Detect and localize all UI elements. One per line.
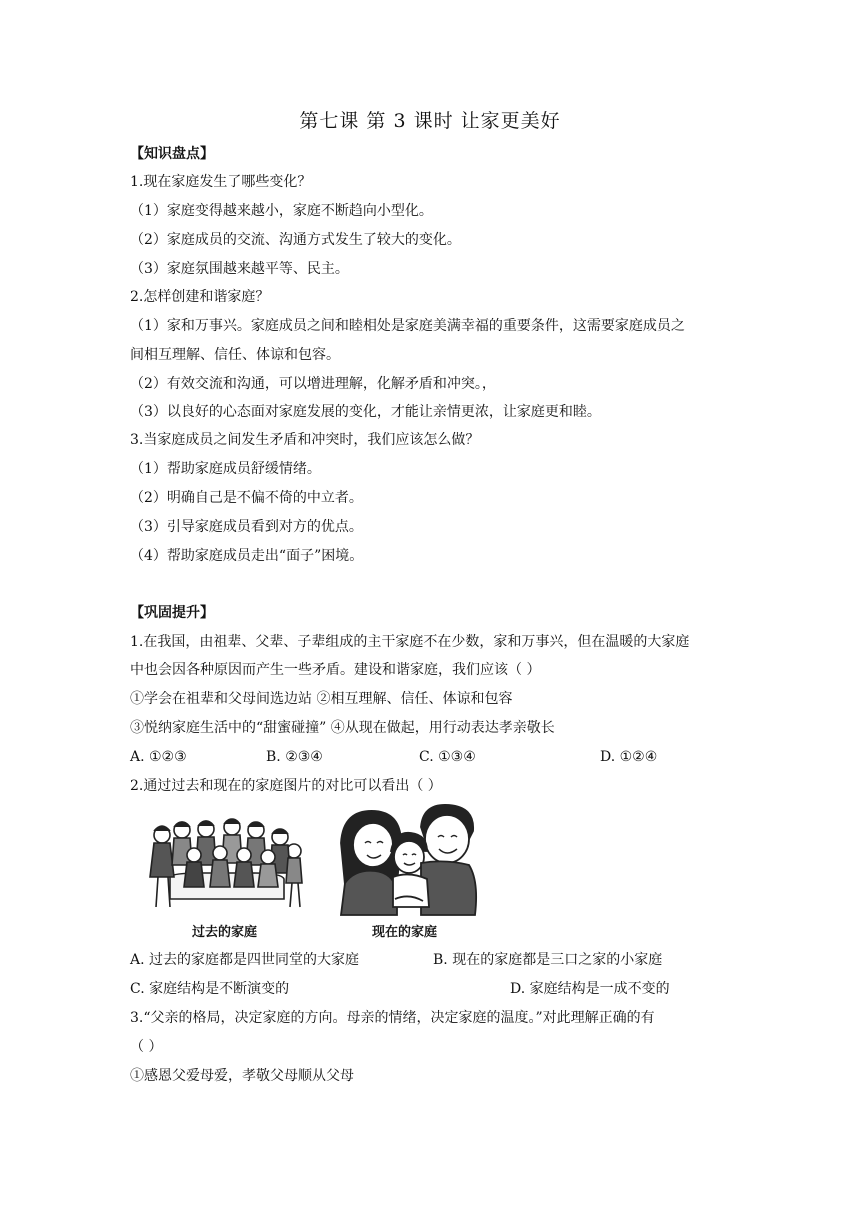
question-1-line: 1.在我国，由祖辈、父辈、子辈组成的主干家庭不在少数，家和万事兴，但在温暖的大家庭	[130, 634, 690, 650]
past-family-illustration	[132, 815, 312, 915]
question-1-option-d: D. ①②④	[600, 749, 658, 765]
question-2-option-b: B. 现在的家庭都是三口之家的小家庭	[433, 952, 663, 968]
question-2-option-d: D. 家庭结构是一成不变的	[510, 981, 670, 997]
lesson-title: 第七课 第 3 课时 让家更美好	[299, 110, 561, 132]
knowledge-line: （1）家庭变得越来越小，家庭不断趋向小型化。	[130, 203, 433, 219]
knowledge-line: （2）有效交流和沟通，可以增进理解，化解矛盾和冲突。，	[130, 376, 496, 392]
knowledge-line: 1.现在家庭发生了哪些变化？	[130, 174, 312, 190]
past-family-caption: 过去的家庭	[192, 925, 258, 940]
knowledge-line: （2）家庭成员的交流、沟通方式发生了较大的变化。	[130, 232, 461, 248]
knowledge-line: （1）家和万事兴。家庭成员之间和睦相处是家庭美满幸福的重要条件，这需要家庭成员之	[130, 318, 685, 334]
question-2-stem: 2.通过过去和现在的家庭图片的对比可以看出（ ）	[130, 778, 442, 794]
question-1-option-a: A. ①②③	[130, 749, 187, 765]
knowledge-heading: 【知识盘点】	[130, 146, 214, 162]
question-3-line: ①感恩父爱母爱，孝敬父母顺从父母	[130, 1068, 354, 1084]
knowledge-line: （1）帮助家庭成员舒缓情绪。	[130, 461, 321, 477]
knowledge-line: 2.怎样创建和谐家庭？	[130, 289, 270, 305]
knowledge-line: （3）以良好的心态面对家庭发展的变化，才能让亲情更浓，让家庭更和睦。	[130, 404, 601, 420]
current-family-caption: 现在的家庭	[372, 925, 438, 940]
question-3-line: （ ）	[130, 1039, 163, 1055]
question-1-line: ③悦纳家庭生活中的“甜蜜碰撞” ④从现在做起，用行动表达孝亲敬长	[130, 720, 555, 736]
knowledge-line: 间相互理解、信任、体谅和包容。	[130, 347, 340, 363]
knowledge-line: （4）帮助家庭成员走出“面子”困境。	[130, 548, 364, 564]
question-2-option-a: A. 过去的家庭都是四世同堂的大家庭	[130, 952, 360, 968]
question-1-line: ①学会在祖辈和父母间选边站 ②相互理解、信任、体谅和包容	[130, 691, 513, 707]
knowledge-line: （2）明确自己是不偏不倚的中立者。	[130, 490, 363, 506]
current-family-illustration	[335, 803, 480, 918]
knowledge-line: 3.当家庭成员之间发生矛盾和冲突时，我们应该怎么做？	[130, 432, 480, 448]
question-3-line: 3.“父亲的格局，决定家庭的方向。母亲的情绪，决定家庭的温度。”对此理解正确的有	[130, 1010, 655, 1026]
question-2-option-c: C. 家庭结构是不断演变的	[130, 981, 290, 997]
question-1-option-c: C. ①③④	[419, 749, 476, 765]
practice-heading: 【巩固提升】	[130, 605, 214, 621]
knowledge-line: （3）引导家庭成员看到对方的优点。	[130, 519, 363, 535]
question-1-line: 中也会因各种原因而产生一些矛盾。建设和谐家庭，我们应该（ ）	[130, 662, 541, 678]
question-1-option-b: B. ②③④	[266, 749, 323, 765]
knowledge-line: （3）家庭氛围越来越平等、民主。	[130, 261, 349, 277]
